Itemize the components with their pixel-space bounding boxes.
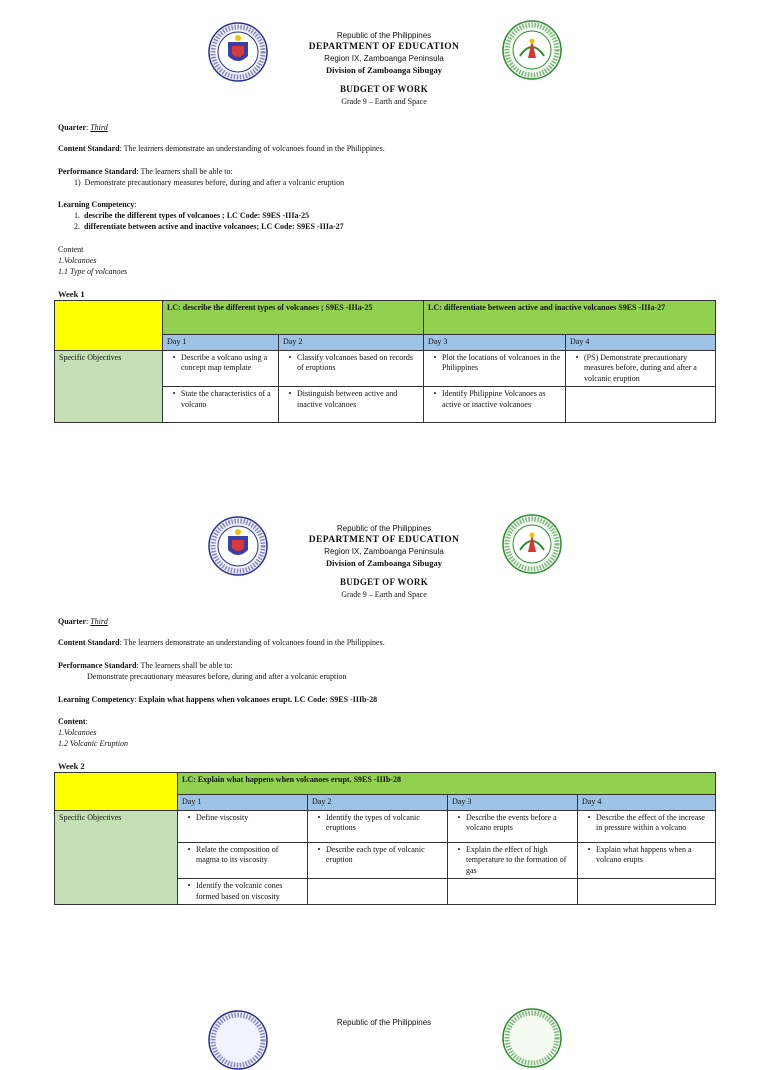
content-label: Content — [58, 245, 84, 254]
table-cell — [566, 387, 716, 423]
performance-standard-label: Performance Standard — [58, 661, 137, 670]
performance-standard-intro: The learners shall be able to: — [140, 167, 233, 176]
lc-number-2: 2. — [74, 222, 80, 231]
content-standard-line: Content Standard: The learners demonstrate an understanding of volcanoes found in the Philippines. — [58, 144, 385, 153]
content-item-2: 1.1 Type of volcanoes — [58, 267, 128, 276]
content-standard-text: The learners demonstrate an understanding of volcanoes found in the Philippines. — [123, 638, 385, 647]
quarter-line: Quarter: Third — [58, 617, 108, 626]
day-header: Day 1 — [178, 795, 308, 811]
content-standard-label: Content Standard — [58, 638, 120, 647]
page-title: BUDGET OF WORK — [339, 577, 429, 587]
page2-header — [0, 523, 768, 600]
lc-header: LC: Explain what happens when volcanoes erupt. S9ES -IIIb-28 — [178, 773, 716, 795]
lc-item-1: describe the different types of volcanoes ; LC Code: S9ES -IIIa-25 — [84, 211, 310, 220]
day-header: Day 3 — [448, 795, 578, 811]
performance-standard-block: Performance Standard: The learners shall be able to: Demonstrate precautionary measures before, during and after a volcanic eruption — [58, 660, 718, 682]
quarter-label: Quarter — [58, 123, 86, 132]
table-cell: • State the characteristics of a volcano — [163, 387, 279, 423]
content-item-1: 1.Volcanoes — [58, 728, 97, 737]
division-seal-icon — [502, 20, 562, 80]
quarter-label: Quarter — [58, 617, 86, 626]
table-cell: • Identify Philippine Volcanoes as active or inactive volcanoes — [424, 387, 566, 423]
table-cell: • Describe the effect of the increase in pressure within a volcano — [578, 810, 716, 842]
region-label: Region IX, Zamboanga Peninsula — [324, 54, 444, 63]
row-label: Specific Objectives — [55, 350, 163, 423]
grade-label: Grade 9 – Earth and Space — [341, 589, 427, 599]
day-header: Day 4 — [578, 795, 716, 811]
table-cell: • Describe a volcano using a concept map template — [163, 350, 279, 387]
quarter-value: Third — [90, 123, 108, 132]
performance-standard-block: Performance Standard: The learners shall be able to: 1) Demonstrate precautionary measures before, during and after a volcanic eruption — [58, 167, 345, 187]
content-standard-line: Content Standard: The learners demonstrate an understanding of volcanoes found in the Philippines. — [58, 638, 385, 647]
republic-label: Republic of the Philippines — [336, 1018, 432, 1027]
table-corner-cell — [55, 301, 163, 351]
content-label: Content — [58, 717, 86, 726]
table-cell: • Plot the locations of volcanoes in the Philippines — [424, 350, 566, 387]
table-cell: • Explain what happens when a volcano erupts — [578, 842, 716, 879]
day-header: Day 2 — [279, 335, 424, 351]
learning-competency-line: Learning Competency: Explain what happens when volcanoes erupt. LC Code: S9ES -IIIb-28 — [58, 695, 378, 704]
day-header: Day 4 — [566, 335, 716, 351]
department-label: DEPARTMENT OF EDUCATION — [308, 534, 460, 545]
performance-item-number: 1) — [74, 178, 81, 187]
learning-competency-block: Learning Competency: 1. describe the different types of volcanoes ; LC Code: S9ES -IIIa-25 2. differentiate between active and inactive volcanoes; LC Code: S9ES -IIIa-27 — [58, 200, 344, 231]
day-header: Day 3 — [424, 335, 566, 351]
page-title: BUDGET OF WORK — [339, 84, 429, 94]
performance-item: Demonstrate precautionary measures before, during and after a volcanic eruption — [87, 672, 347, 681]
content-block: Content: 1.Volcanoes 1.2 Volcanic Eruption — [58, 716, 718, 749]
performance-standard-label: Performance Standard — [58, 167, 137, 176]
learning-competency-label: Learning Competency — [58, 200, 135, 209]
row-label: Specific Objectives — [55, 810, 178, 905]
content-item-2: 1.2 Volcanic Eruption — [58, 739, 128, 748]
table-cell: • Identify the types of volcanic eruptions — [308, 810, 448, 842]
table-cell — [578, 879, 716, 905]
table-cell: • Relate the composition of magma to its viscosity — [178, 842, 308, 879]
table-cell: • Explain the effect of high temperature to the formation of gas — [448, 842, 578, 879]
content-item-1: 1.Volcanoes — [58, 256, 97, 265]
page3-header — [0, 1017, 768, 1029]
table-cell: • Classify volcanoes based on records of eruptions — [279, 350, 424, 387]
week1-table — [54, 300, 716, 423]
performance-standard-intro: The learners shall be able to: — [140, 661, 233, 670]
page1-header — [0, 30, 768, 107]
quarter-line: Quarter: Third — [58, 123, 108, 132]
content-block — [58, 244, 718, 277]
content-standard-label: Content Standard — [58, 144, 120, 153]
table-cell: • Define viscosity — [178, 810, 308, 842]
table-corner-cell — [55, 773, 178, 811]
lc-item-2: differentiate between active and inactive volcanoes; LC Code: S9ES -IIIa-27 — [84, 222, 344, 231]
week-label: Week 1 — [58, 289, 85, 299]
division-label: Division of Zamboanga Sibugay — [326, 557, 442, 568]
table-cell — [448, 879, 578, 905]
republic-label: Republic of the Philippines — [336, 31, 432, 40]
table-cell: • Identify the volcanic cones formed based on viscosity — [178, 879, 308, 905]
content-standard-text: The learners demonstrate an understanding of volcanoes found in the Philippines. — [123, 144, 385, 153]
learning-competency-text: Explain what happens when volcanoes erupt. LC Code: S9ES -IIIb-28 — [138, 695, 378, 704]
lc-number-1: 1. — [74, 211, 80, 220]
deped-seal-icon — [208, 22, 268, 82]
division-seal-icon — [502, 514, 562, 574]
week2-table — [54, 772, 716, 905]
table-cell: • Describe the events before a volcano erupts — [448, 810, 578, 842]
lc-header-b: LC: differentiate between active and inactive volcanoes S9ES -IIIa-27 — [424, 301, 716, 335]
day-header: Day 1 — [163, 335, 279, 351]
week-label: Week 2 — [58, 761, 85, 771]
performance-item: Demonstrate precautionary measures before, during and after a volcanic eruption — [84, 178, 345, 187]
republic-label: Republic of the Philippines — [336, 524, 432, 533]
table-cell — [308, 879, 448, 905]
quarter-value: Third — [90, 617, 108, 626]
deped-seal-icon — [208, 516, 268, 576]
division-label: Division of Zamboanga Sibugay — [326, 64, 442, 75]
day-header: Day 2 — [308, 795, 448, 811]
learning-competency-label: Learning Competency — [58, 695, 135, 704]
table-cell: • Distinguish between active and inactive volcanoes — [279, 387, 424, 423]
lc-header-a: LC: describe the different types of volcanoes ; S9ES -IIIa-25 — [163, 301, 424, 335]
region-label: Region IX, Zamboanga Peninsula — [324, 547, 444, 556]
table-cell: • (PS) Demonstrate precautionary measures before, during and after a volcanic eruption — [566, 350, 716, 387]
department-label: DEPARTMENT OF EDUCATION — [308, 41, 460, 52]
grade-label: Grade 9 – Earth and Space — [341, 96, 427, 106]
table-cell: • Describe each type of volcanic eruption — [308, 842, 448, 879]
